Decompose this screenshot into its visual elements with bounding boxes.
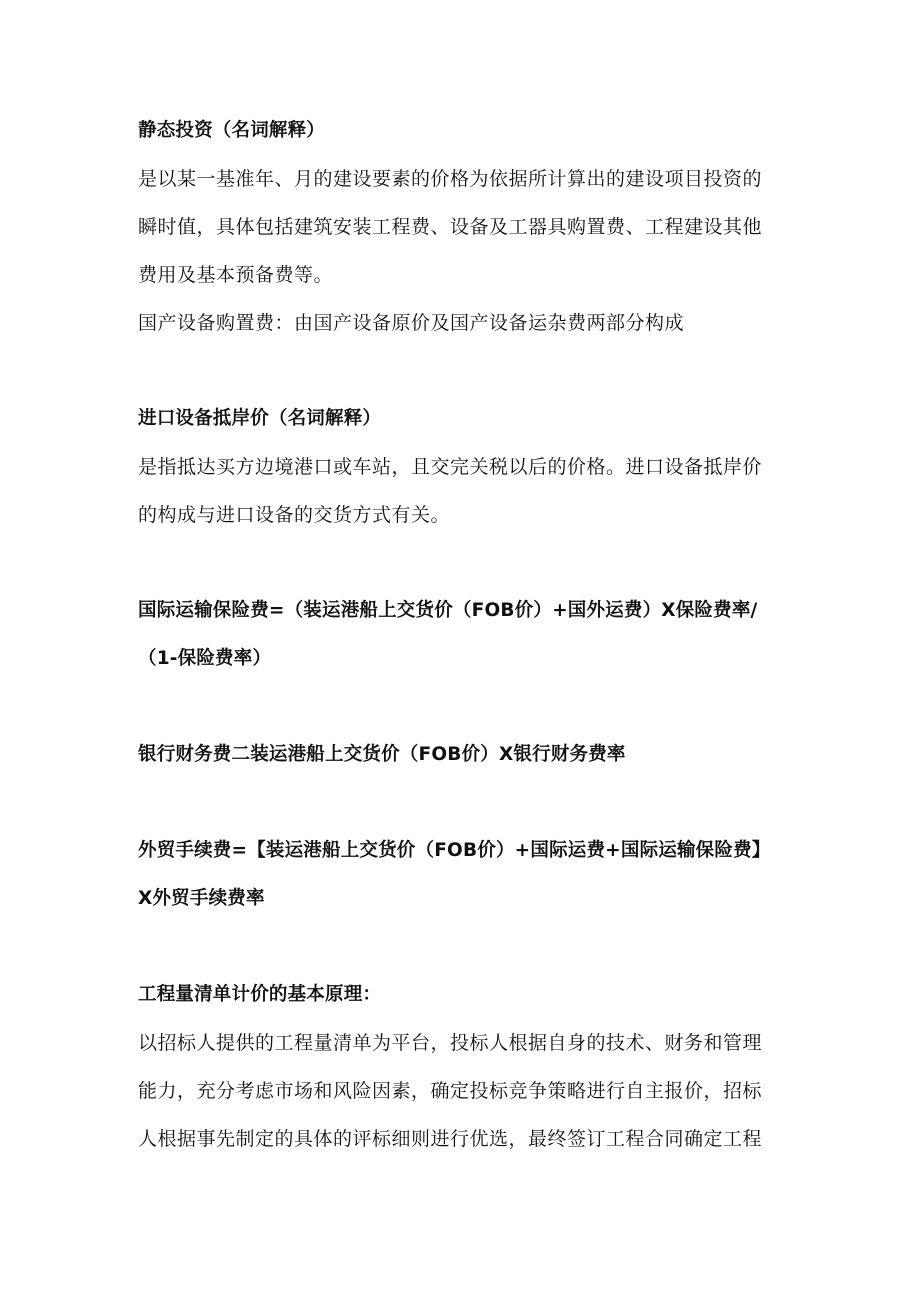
formula-bank-fee: 银行财务费二装运港船上交货价（FOB价）X银行财务费率: [138, 744, 626, 765]
formula-insurance-fee: 国际运输保险费=（装运港船上交货价（FOB价）+国外运费）X保险费率/: [138, 600, 758, 621]
formula-trade-handling-fee-continued: X外贸手续费率: [138, 888, 265, 909]
paragraph-line: 能力，充分考虑市场和风险因素，确定投标竞争策略进行自主报价，招标: [138, 1080, 763, 1102]
paragraph-line: 费用及基本预备费等。: [138, 264, 334, 286]
heading-static-investment: 静态投资（名词解释）: [138, 120, 326, 141]
paragraph-line: 是以某一基准年、月的建设要素的价格为依据所计算出的建设项目投资的: [138, 168, 763, 190]
paragraph-line: 以招标人提供的工程量清单为平台，投标人根据自身的技术、财务和管理: [138, 1032, 763, 1054]
paragraph-line: 是指抵达买方边境港口或车站，且交完关税以后的价格。进口设备抵岸价: [138, 456, 763, 478]
paragraph-line: 瞬时值，具体包括建筑安装工程费、设备及工器具购置费、工程建设其他: [138, 216, 763, 238]
paragraph-line: 国产设备购置费：由国产设备原价及国产设备运杂费两部分构成: [138, 312, 685, 334]
paragraph-line: 的构成与进口设备的交货方式有关。: [138, 504, 451, 526]
formula-insurance-fee-continued: （1-保险费率）: [138, 648, 272, 669]
heading-import-landed-price: 进口设备抵岸价（名词解释）: [138, 408, 382, 429]
formula-trade-handling-fee: 外贸手续费=【装运港船上交货价（FOB价）+国际运费+国际运输保险费】: [138, 840, 771, 861]
heading-bill-of-quantities-principle: 工程量清单计价的基本原理：: [138, 984, 382, 1005]
paragraph-line: 人根据事先制定的具体的评标细则进行优选，最终签订工程合同确定工程: [138, 1128, 763, 1150]
